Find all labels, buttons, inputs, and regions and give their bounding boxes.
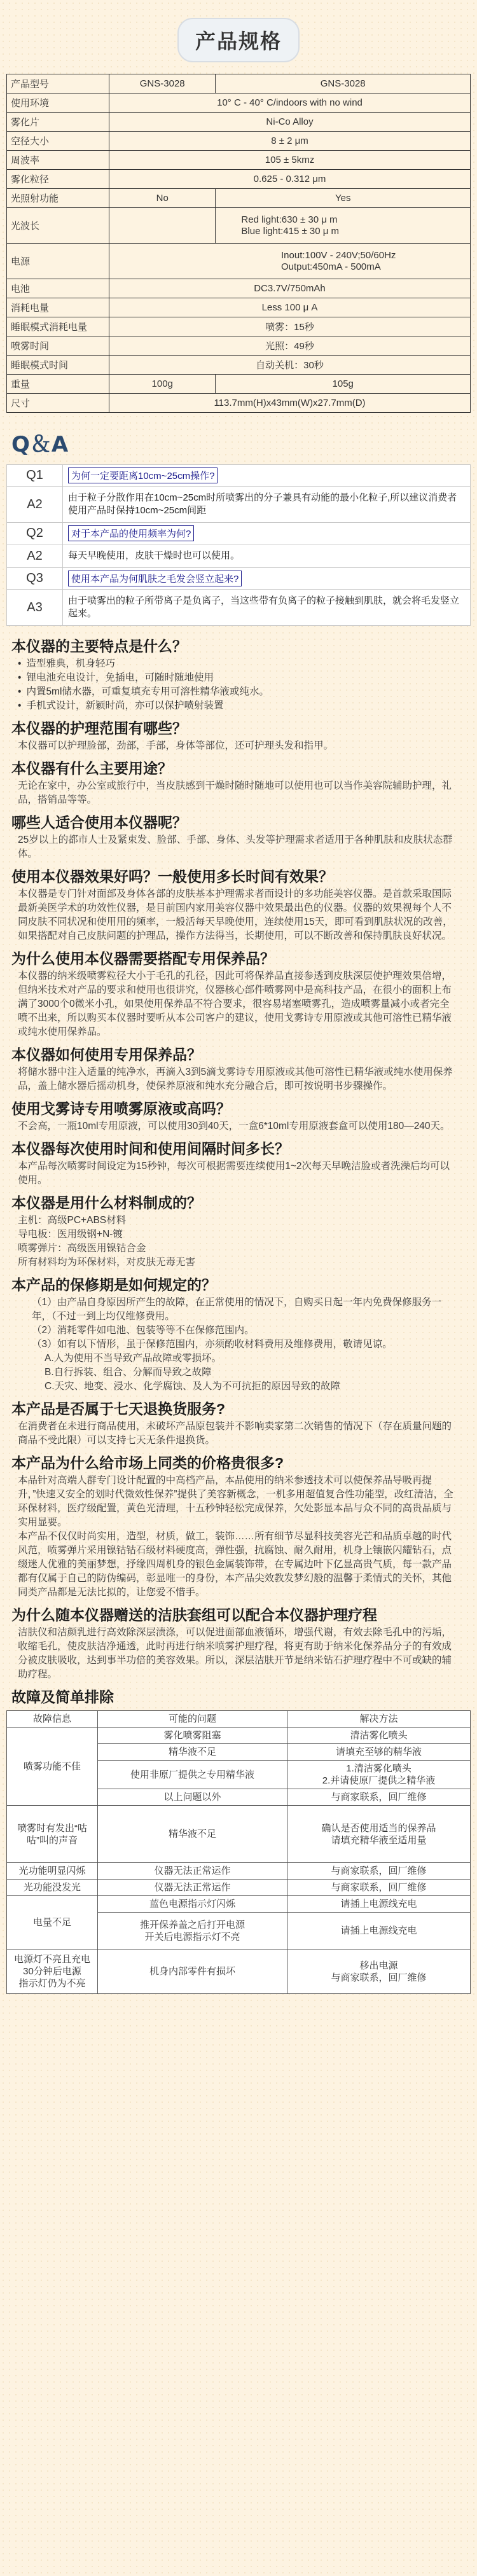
fault-label: 喷雾时有发出“咕 咕”叫的声音 [7,1806,98,1863]
solution-cell [287,1806,471,1863]
spec-label: 使用环境 [7,93,109,113]
features-list [6,657,471,713]
spec-value: 喷雾：15秒 [109,317,471,336]
table-row [7,1949,471,1994]
question-text [63,465,471,487]
spec-label: 空径大小 [7,132,109,151]
spec-value: Yes [216,189,471,208]
section-body-effect: 本仪器是专门针对面部及身体各部的皮肤基本护理需求者而设计的多功能美容仪器。是首款采取国际最新美医学术的功效性仪器，是目前国内家用美容仪器中效果最出色的仪器。仪器的效果视每个人不同皮肤不同状况和使用用的频率，一般活每天早晚使用，连续使用15天，即可看到肌肤状况的改善，如果搭配对自己皮肤问题的护理品，操作方法得当，长期使用，可以不断改善和保持肌肤良好状况。 [18,889,453,941]
warranty-line: C.天灾、地变、浸水、化学腐蚀、及人为不可抗拒的原因导致的故障 [45,1381,341,1392]
spec-value-empty [109,208,216,244]
list-item: • 造型雅典，机身轻巧 [18,657,471,671]
material-line [18,1242,459,1256]
section-title-how-serum: 本仪器如何使用专用保养品？ [11,1046,202,1063]
cause-line: 推开保养盖之后打开电源 [139,1919,245,1930]
section-body-warranty [6,1296,471,1394]
power-output-value: Output:450mA - 500mA [281,261,381,272]
solution-line: 2.并请使原厂提供之精华液 [322,1775,436,1786]
question-label: 使用本产品为何肌肤之毛发会竖立起来? [68,571,242,586]
spec-label: 电源 [7,244,109,279]
spec-value: 105g [216,375,471,394]
section-title-audience: 哪些人适合使用本仪器呢？ [11,814,187,831]
warranty-line: A.人为使用不当导致产品故障或零损坏。 [45,1353,222,1364]
spec-row-spraytime [7,336,471,356]
spec-label: 雾化片 [7,113,109,132]
spec-value: 8 ± 2 μm [109,132,471,151]
spec-label: 电池 [7,279,109,298]
question-text [63,568,471,590]
spec-label: 睡眠模式时间 [7,356,109,375]
spec-row-particle [7,170,471,189]
spec-value: Ni-Co Alloy [109,113,471,132]
warranty-line: （1）由产品自身原因所产生的故障，在正常使用的情况下，自购买日起一年内免费保修服务一年，（不过一到上均仅维修费用。 [32,1297,442,1322]
table-row [7,1880,471,1896]
section-title-usage: 本仪器有什么主要用途？ [11,760,172,777]
spec-value: 105 ± 5kmz [109,151,471,170]
fault-label: 光功能明显闪烁 [7,1863,98,1880]
solution-cell [287,1949,471,1994]
material-line [18,1214,459,1228]
header-cell: 故障信息 [7,1711,98,1728]
title-wrap [6,18,471,62]
solution-cell [287,1761,471,1789]
troubleshoot-header [7,1711,471,1728]
qa-title: Q＆A [11,432,69,457]
table-row [7,1728,471,1744]
question-text [63,523,471,544]
spec-label: 重量 [7,375,109,394]
warranty-line: B.自行拆装、组合、分解而导致之故障 [45,1367,212,1378]
question-label: 对于本产品的使用频率为何? [68,525,194,541]
qa-number: Q3 [7,568,63,590]
spec-value: GNS-3028 [109,74,216,93]
red-light-value: Red light:630 ± 30 μ m [241,214,338,225]
qa-number: A2 [7,487,63,523]
warranty-line: （2）消耗零件如电池、包装等等不在保修范围内。 [32,1325,254,1336]
material-value: 高级PC+ABS材料 [47,1215,127,1226]
spec-row-model [7,74,471,93]
solution-line: 与商家联系，回厂维修 [331,1972,427,1983]
spec-value: DC3.7V/750mAh [109,279,471,298]
answer-text: 每天早晚使用，皮肤干燥时也可以使用。 [63,544,471,568]
fault-line: 指示灯仍为不亮 [18,1978,86,1989]
cause-cell: 精华液不足 [98,1744,287,1761]
spec-label: 尺寸 [7,394,109,413]
page [6,0,471,1994]
question-label: 为何一定要距离10cm~25cm操作? [68,467,218,483]
section-title-troubleshoot: 故障及简单排除 [11,1689,114,1705]
section-title-kit: 为什么随本仪器赠送的洁肤套组可以配合本仪器护理疗程 [11,1607,377,1623]
cause-cell: 仪器无法正常运作 [98,1863,287,1880]
spec-row-sleepmode [7,356,471,375]
section-body-duration: 本产品每次喷雾时间设定为15秒钟，每次可根据需要连续使用1~2次每天早晚洁脸或者洗澡后均可以使用。 [18,1161,450,1186]
troubleshoot-table [6,1710,471,1994]
spec-label: 周波率 [7,151,109,170]
solution-cell: 清洁雾化喷头 [287,1728,471,1744]
cause-cell [98,1913,287,1949]
material-key: 导电板： [18,1229,58,1240]
solution-cell: 请插上电源线充电 [287,1913,471,1949]
spec-row-lightwave [7,208,471,244]
fault-line: 电源灯不亮且充电30分钟后电源 [13,1954,90,1977]
section-body-range: 本仪器可以护理脸部，劲部，手部，身体等部位，还可护理头发和指甲。 [18,740,334,751]
section-body-return: 在消费者在未进行商品使用，未破坏产品原包装并不影响卖家第二次销售的情况下（存在质量问题的商品不受此限）可以支持七天无条件退换货。 [18,1421,452,1446]
section-body-cost: 不会高，一瓶10ml专用原液，可以使用30到40天，一盒6*10ml专用原液套盒可以使用180—240天。 [18,1121,450,1132]
solution-line: 确认是否使用适当的保养品 [321,1822,436,1834]
solution-cell: 与商家联系，回厂维修 [287,1880,471,1896]
section-body-price [6,1474,471,1600]
cause-cell: 仪器无法正常运作 [98,1880,287,1896]
spec-value: Less 100 μ A [109,298,471,317]
solution-cell: 与商家联系，回厂维修 [287,1863,471,1880]
spec-label: 喷雾时间 [7,336,109,356]
spec-row-aperture [7,132,471,151]
material-key: 喷雾弹片： [18,1243,67,1254]
qa-number: A2 [7,544,63,568]
list-item: • 锂电池充电设计，免插电，可随时随地使用 [18,671,471,685]
spec-row-power [7,244,471,279]
fault-label: 光功能没发光 [7,1880,98,1896]
material-line [18,1256,459,1270]
warranty-line: （3）如有以下情形，虽于保修范围内，亦须酌收材料费用及维修费用，敬请见谅。 [32,1339,392,1350]
list-item: • 内置5ml储水器，可重复填充专用可溶性精华液或纯水。 [18,685,471,699]
header-cell: 可能的问题 [98,1711,287,1728]
section-body-material [6,1214,471,1270]
qa-number: A3 [7,590,63,626]
spec-row-freq [7,151,471,170]
section-title-price: 本产品为什么给市场上同类的价格贵很多? [11,1455,284,1471]
question-row [7,465,471,487]
spec-value: 100g [109,375,216,394]
section-title-return: 本产品是否属于七天退换货服务? [11,1401,226,1417]
material-key: 主机： [18,1215,48,1226]
section-body-kit: 洁肤仪和洁颜乳进行高效除深层渍涤，可以促进面部血液循环，增强代谢，有效去除毛孔中的污垢，收缩毛孔，使皮肤洁净通透，此时再进行纳米喷雾护理疗程，将更有助于纳米化保养品分子的有效成分被皮肤吸收，达到事半功倍的美容效果。所以，深层洁肤开节是纳米钻石护理疗程中不可或缺的辅助疗程。 [18,1627,452,1680]
spec-value: 10° C - 40° C/indoors with no wind [109,93,471,113]
cause-cell: 精华液不足 [98,1806,287,1863]
section-title-cost: 使用戈雾诗专用喷雾原液或高吗？ [11,1100,231,1117]
qa-number: Q1 [7,465,63,487]
solution-cell: 与商家联系，回厂维修 [287,1789,471,1806]
answer-row [7,544,471,568]
table-row [7,1863,471,1880]
material-line [18,1228,459,1242]
section-title-range: 本仪器的护理范围有哪些？ [11,720,187,737]
section-body-how-serum: 将储水器中注入适量的纯净水，再滴入3到5滴戈雾诗专用原液或其他可溶性已精华液或纯水使用保养品，盖上储水器后摇动机身，使保养原液和纯水充分融合后，即可按说明书步骤操作。 [18,1067,453,1091]
price-paragraph: 本产品不仅仅时尚实用，造型，材质，做工，装饰……所有细节尽显科技美容光芒和品质卓越的时代风范，喷雾弹片采用镍钴钴石级材料硬度高，弹性强，抗腐蚀、耐久耐用，机身上镶嵌闪耀钻石，点缀迷人优雅的美丽梦想，抒缘四周机身的银色金属装饰带，在专属边叶下亿显高贵气质，每一款产品都有仅属于自己的防伪编码，彰显唯一的身份，本产品尖效教发梦幻般的温馨于柔情式的关怀，其他同类产品都是无法比拟的，让您爱不惜手。 [18,1531,452,1598]
material-value: 高级医用镍钴合金 [67,1243,146,1254]
solution-line: 1.清洁雾化喷头 [346,1763,411,1774]
spec-row-battery [7,279,471,298]
section-title-features: 本仪器的主要特点是什么？ [11,638,187,654]
cause-cell: 雾化喷雾阻塞 [98,1728,287,1744]
spec-table [6,74,471,413]
answer-text: 由于喷雾出的粒子所带离子是负离子，当这些带有负离子的粒子接触到肌肤，就会将毛发竖立起来。 [63,590,471,626]
fault-label: 喷雾功能不佳 [7,1728,98,1806]
qa-number: Q2 [7,523,63,544]
spec-label: 产品型号 [7,74,109,93]
cause-line: 开关后电源指示灯不亮 [144,1931,240,1942]
section-title-why-serum: 为什么使用本仪器需要搭配专用保养品？ [11,950,275,967]
cause-cell: 使用非原厂提供之专用精华液 [98,1761,287,1789]
section-body-why-serum: 本仪器的纳米级喷雾粒径大小于毛孔的孔径，因此可将保养品直接参透到皮肤深层使护理效果倍增，但纳米技术对产品的要求和使用也很讲究，仪器核心部件喷雾网中是高科技产品，在很小的面积上布满了3000个0微米小孔，如果使用保养品不符合要求，很容易堵塞喷雾孔，造成喷雾量减小或者完全喷不出来，所以购买本仪器时要听从本公司客户的建议，使用戈雾诗专用原液或其他可溶性已精华液或纯水使用保养品。 [18,971,452,1037]
spec-row-size [7,394,471,413]
header-cell: 解决方法 [287,1711,471,1728]
table-row [7,1896,471,1913]
spec-row-material [7,113,471,132]
spec-label: 光照射功能 [7,189,109,208]
qa-table [6,464,471,626]
spec-value-lightwave [216,208,471,244]
fault-label: 电量不足 [7,1896,98,1949]
section-title-warranty: 本产品的保修期是如何规定的？ [11,1277,216,1293]
fault-label [7,1949,98,1994]
spec-value: No [109,189,216,208]
blue-light-value: Blue light:415 ± 30 μ m [241,225,340,237]
answer-text: 由于粒子分散作用在10cm~25cm时所喷雾出的分子兼具有动能的最小化粒子,所以建议消费者使用产品时保持10cm~25cm间距 [63,487,471,523]
section-body-audience: 25岁以上的都市人士及紧束发、脸部、手部、身体、头发等护理需求者适用于各种肌肤和皮肤状态群体。 [18,834,453,859]
solution-line: 移出电源 [359,1960,398,1971]
cause-cell: 以上问题以外 [98,1789,287,1806]
question-row [7,568,471,590]
solution-cell: 请插上电源线充电 [287,1896,471,1913]
table-row [7,1806,471,1863]
spec-row-consumption [7,298,471,317]
section-body-usage: 无论在家中，办公室或旅行中，当皮肤感到干燥时随时随地可以使用也可以当作美容院辅助护理，礼品，搭销品等等。 [18,780,452,805]
solution-cell: 请填充至够的精华液 [287,1744,471,1761]
spec-value: GNS-3028 [216,74,471,93]
spec-row-sleep [7,317,471,336]
section-title-effect: 使用本仪器效果好吗？一般使用多长时间有效果？ [11,868,333,885]
spec-label: 睡眠模式消耗电量 [7,317,109,336]
spec-row-env [7,93,471,113]
spec-label: 光波长 [7,208,109,244]
question-row [7,523,471,544]
spec-label: 雾化粒径 [7,170,109,189]
cause-cell: 蓝色电源指示灯闪烁 [98,1896,287,1913]
power-input-value: Inout:100V - 240V;50/60Hz [281,249,396,261]
spec-value: 自动关机：30秒 [109,356,471,375]
spec-row-weight [7,375,471,394]
solution-line: 请填充精华液至适用量 [331,1834,427,1846]
page-title: 产品规格 [177,18,300,62]
material-value: 医用级钢+N-镀 [57,1229,123,1240]
spec-value: 0.625 - 0.312 μm [109,170,471,189]
spec-label: 消耗电量 [7,298,109,317]
cause-cell: 机身内部零件有损坏 [98,1949,287,1994]
price-paragraph: 本品针对高端人群专门设计配置的中高档产品，本品使用的纳米参透技术可以使保养品导吸再提升，”快速又安全的划时代微效性保养”提供了美容新概念，一机多用超值复合性功能型，改红清洁，全环保材料，医疗级配置，黄色光清理，十五秒钟轻松完成保养，欠处影显本品与众不同的高贵品质与实用显要。 [18,1475,453,1528]
spec-value-power [109,244,471,279]
section-title-duration: 本仪器每次使用时间和使用间隔时间多长？ [11,1140,289,1157]
material-value: 所有材料均为环保材料，对皮肤无毒无害 [18,1257,196,1268]
answer-row [7,590,471,626]
list-item: • 手机式设计，新颖时尚，亦可以保护喷射装置 [18,699,471,713]
spec-value: 光照：49秒 [109,336,471,356]
answer-row [7,487,471,523]
section-title-material: 本仪器是用什么材料制成的？ [11,1195,202,1211]
spec-row-light [7,189,471,208]
spec-value: 113.7mm(H)x43mm(W)x27.7mm(D) [109,394,471,413]
